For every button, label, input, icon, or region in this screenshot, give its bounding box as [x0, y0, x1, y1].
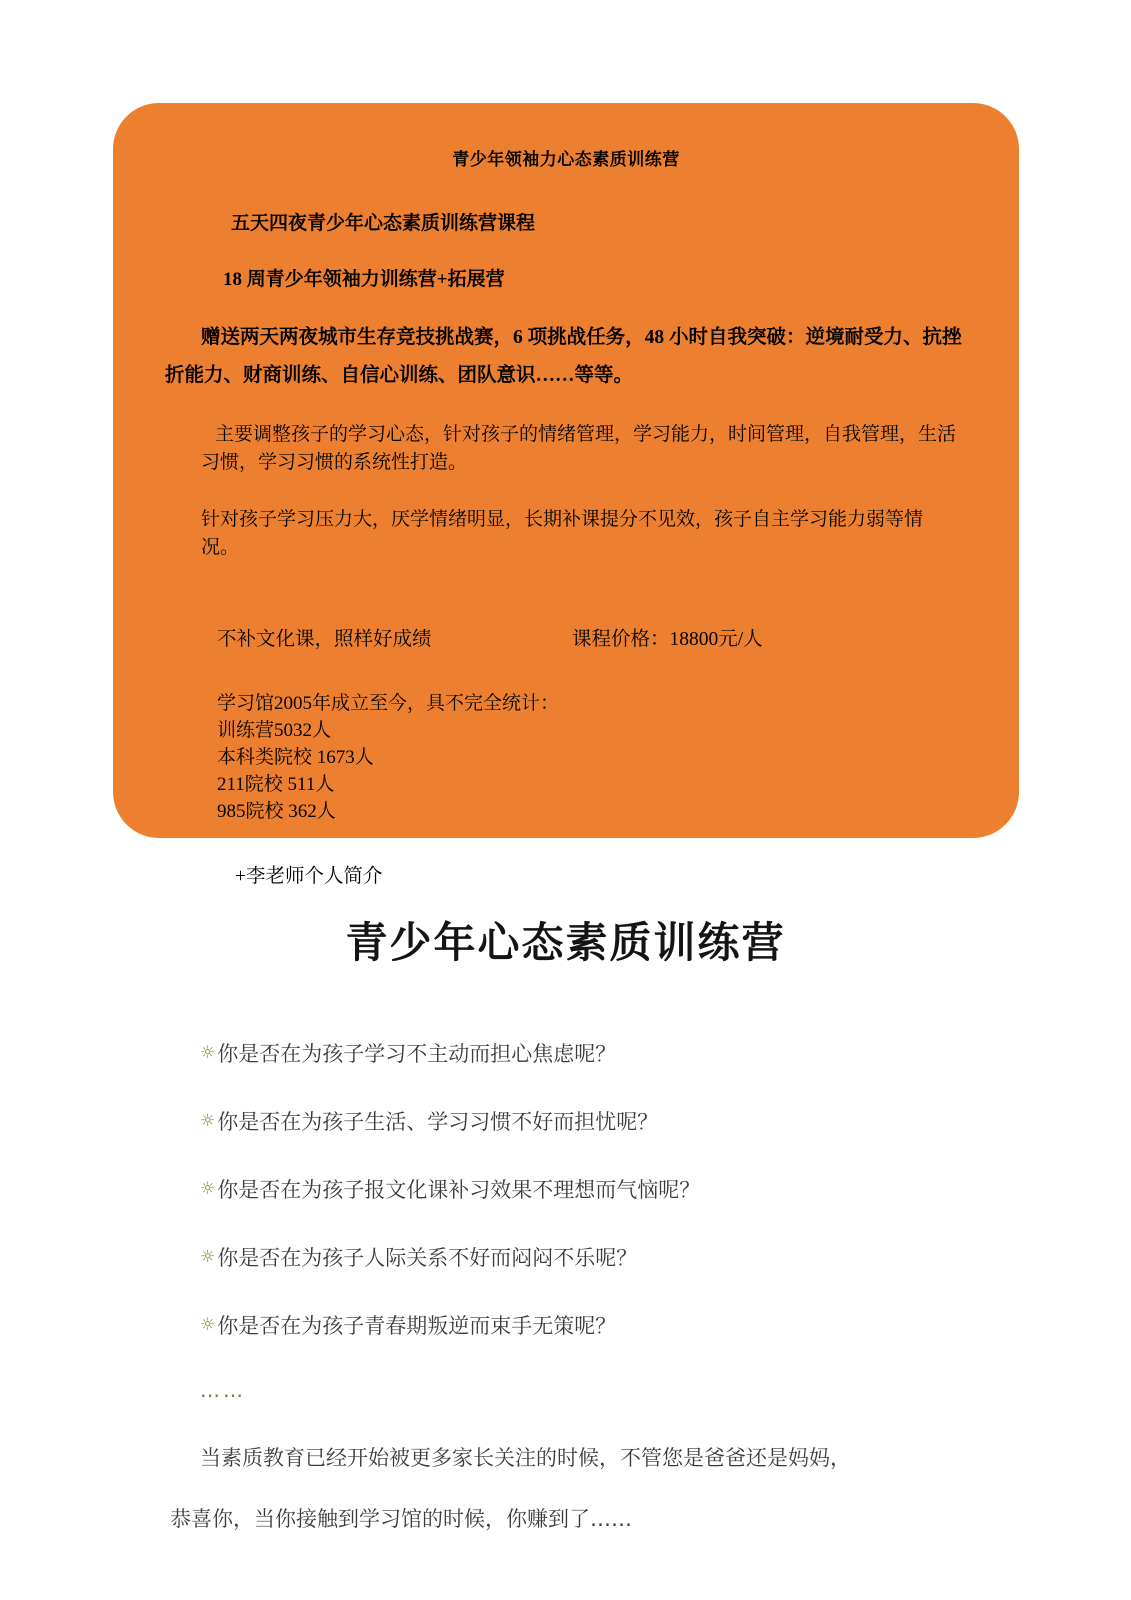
slogan-text: 不补文化课，照样好成绩	[217, 629, 432, 651]
card-subtitle-program: 18 周青少年领袖力训练营+拓展营	[223, 269, 505, 290]
list-item	[200, 1310, 1131, 1340]
list-item	[200, 1106, 1131, 1136]
ellipsis-marker: ……	[200, 1378, 246, 1402]
sun-icon: ☼	[200, 1179, 216, 1199]
course-price: 课程价格：18800元/人	[572, 629, 763, 651]
card-subtitle-course: 五天四夜青少年心态素质训练营课程	[231, 213, 536, 234]
list-item	[200, 1038, 1131, 1068]
sun-icon: ☼	[200, 1315, 216, 1335]
list-item-label: 你是否在为孩子报文化课补习效果不理想而气恼呢？	[217, 1178, 701, 1202]
stats-line: 学习馆2005年成立至今，具不完全统计：	[217, 693, 560, 715]
closing-line-1-text: 当素质教育已经开始被更多家长关注的时候，不管您是爸爸还是妈妈，	[200, 1446, 851, 1470]
section-heading: 青少年心态素质训练营	[345, 918, 786, 967]
list-item	[200, 1242, 1131, 1272]
card-paragraph-target	[201, 506, 956, 561]
stats-line: 训练营5032人	[217, 720, 332, 742]
list-item-label: 你是否在为孩子青春期叛逆而束手无策呢？	[217, 1314, 617, 1338]
list-item-label: 你是否在为孩子人际关系不好而闷闷不乐呢？	[217, 1246, 638, 1270]
closing-line: 恭喜你，当你接触到学习馆的时候，你赚到了……	[170, 1506, 632, 1531]
card-bonus-paragraph	[165, 319, 967, 395]
list-item-label: 你是否在为孩子生活、学习习惯不好而担忧呢？	[217, 1110, 659, 1134]
promo-card	[113, 103, 1019, 888]
list-item-label: 你是否在为孩子学习不主动而担心焦虑呢？	[217, 1042, 617, 1066]
list-item	[200, 1174, 1131, 1204]
questions-block	[0, 1038, 1131, 1550]
closing-paragraph	[170, 1428, 961, 1550]
stats-line: 211院校 511人	[217, 774, 335, 796]
price-row	[217, 623, 1019, 651]
card-paragraph-focus	[201, 421, 956, 476]
closing-line	[170, 1428, 961, 1489]
sun-icon: ☼	[200, 1111, 216, 1131]
teacher-bio-note: +李老师个人简介	[235, 866, 383, 888]
sun-icon: ☼	[200, 1247, 216, 1267]
card-title: 青少年领袖力心态素质训练营	[452, 150, 680, 169]
statistics-block	[217, 691, 1019, 826]
card-bonus-text: 赠送两天两夜城市生存竞技挑战赛，6 项挑战任务，48 小时自我突破：逆境耐受力、抗挫折能力、财商训练、自信心训练、团队意识……等等。	[165, 327, 962, 387]
card-paragraph-focus-text: 主要调整孩子的学习心态，针对孩子的情绪管理，学习能力，时间管理，自我管理，生活习惯，学习习惯的系统性打造。	[201, 424, 957, 473]
sun-icon: ☼	[200, 1043, 216, 1063]
stats-line: 本科类院校 1673人	[217, 747, 374, 769]
card-paragraph-target-text: 针对孩子学习压力大，厌学情绪明显，长期补课提分不见效，孩子自主学习能力弱等情况。	[201, 509, 924, 558]
stats-line: 985院校 362人	[217, 801, 336, 823]
